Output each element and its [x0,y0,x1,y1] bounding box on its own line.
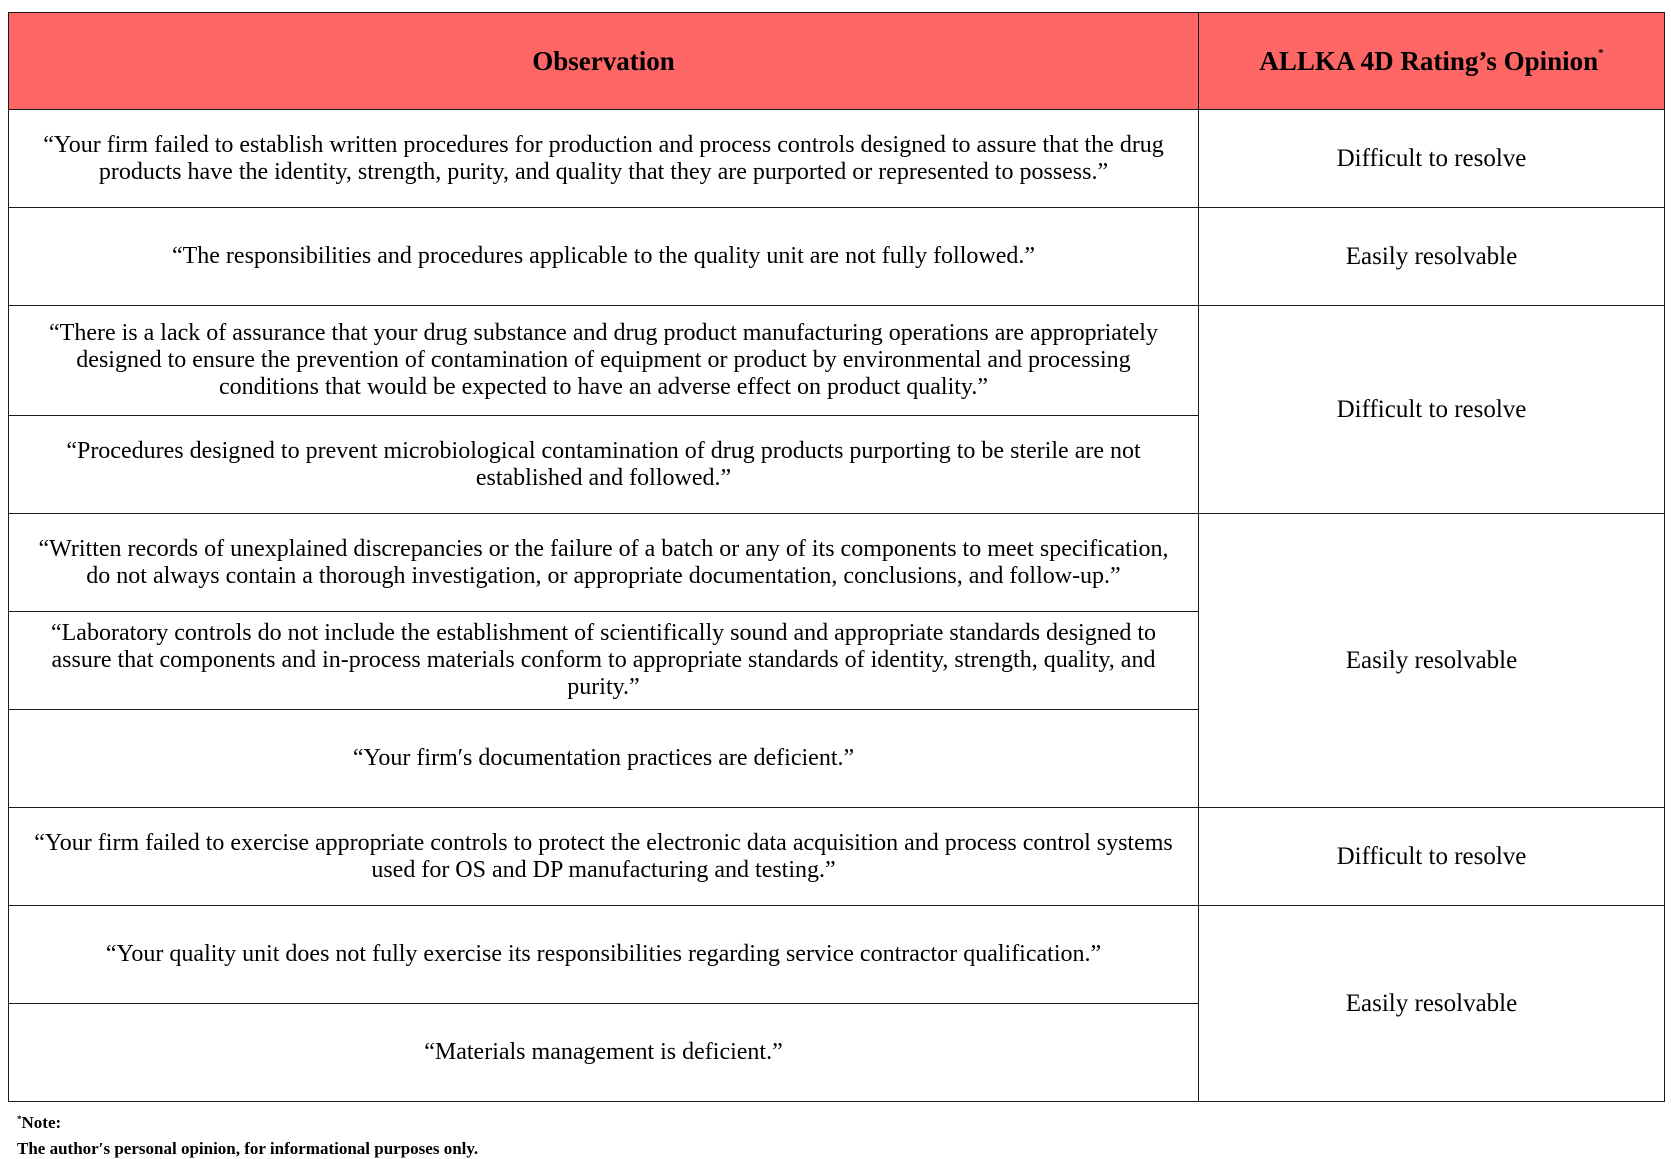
observation-cell: “Your firm failed to exercise appropriate controls to protect the electronic data acquisition and process control systems used for OS and DP manufacturing and testing.” [9,808,1199,906]
observation-column-header [9,13,1199,110]
table-header-row [9,13,1665,110]
table-row [9,208,1665,306]
observation-cell: “Your firm failed to establish written procedures for production and process controls designed to assure that the drug products have the identity, strength, purity, and quality that they are purported or represented to possess.” [9,110,1199,208]
opinion-cell: Easily resolvable [1199,906,1665,1102]
opinion-column-header [1199,13,1665,110]
observation-cell: “Laboratory controls do not include the establishment of scientifically sound and appropriate standards designed to assure that components and in-process materials conform to appropriate standards of identity, strength, quality, and purity.” [9,612,1199,710]
opinion-header-label: ALLKA 4D Rating’s Opinion [1259,45,1599,76]
table-row [9,110,1665,208]
table-row [9,906,1665,1004]
note-heading [17,1109,61,1133]
observation-cell: “Procedures designed to prevent microbiological contamination of drug products purporting to be sterile are not established and followed.” [9,416,1199,514]
observation-cell: “Written records of unexplained discrepancies or the failure of a batch or any of its components to meet specification, do not always contain a thorough investigation, or appropriate documentation, conclusions, and follow-up.” [9,514,1199,612]
note-label: Note: [21,1113,62,1132]
opinion-cell: Difficult to resolve [1199,808,1665,906]
opinion-cell: Difficult to resolve [1199,306,1665,514]
observation-cell: “The responsibilities and procedures applicable to the quality unit are not fully followed.” [9,208,1199,306]
table-row [9,306,1665,416]
observation-cell: “Your firm′s documentation practices are deficient.” [9,710,1199,808]
opinion-cell: Difficult to resolve [1199,110,1665,208]
observation-cell: “Your quality unit does not fully exercise its responsibilities regarding service contractor qualification.” [9,906,1199,1004]
opinion-cell: Easily resolvable [1199,514,1665,808]
opinion-cell: Easily resolvable [1199,208,1665,306]
note-marker: * [17,1114,22,1124]
observation-header-label: Observation [532,45,675,76]
footnote-marker: * [1598,46,1604,59]
table-row [9,808,1665,906]
observation-cell: “There is a lack of assurance that your drug substance and drug product manufacturing operations are appropriately designed to ensure the prevention of contamination of equipment or product by environmental and processing conditions that would be expected to have an adverse effect on product quality.” [9,306,1199,416]
observation-cell: “Materials management is deficient.” [9,1004,1199,1102]
table-row [9,514,1665,612]
note-text: The author′s personal opinion, for informational purposes only. [17,1139,479,1158]
observations-table [8,12,1665,1102]
